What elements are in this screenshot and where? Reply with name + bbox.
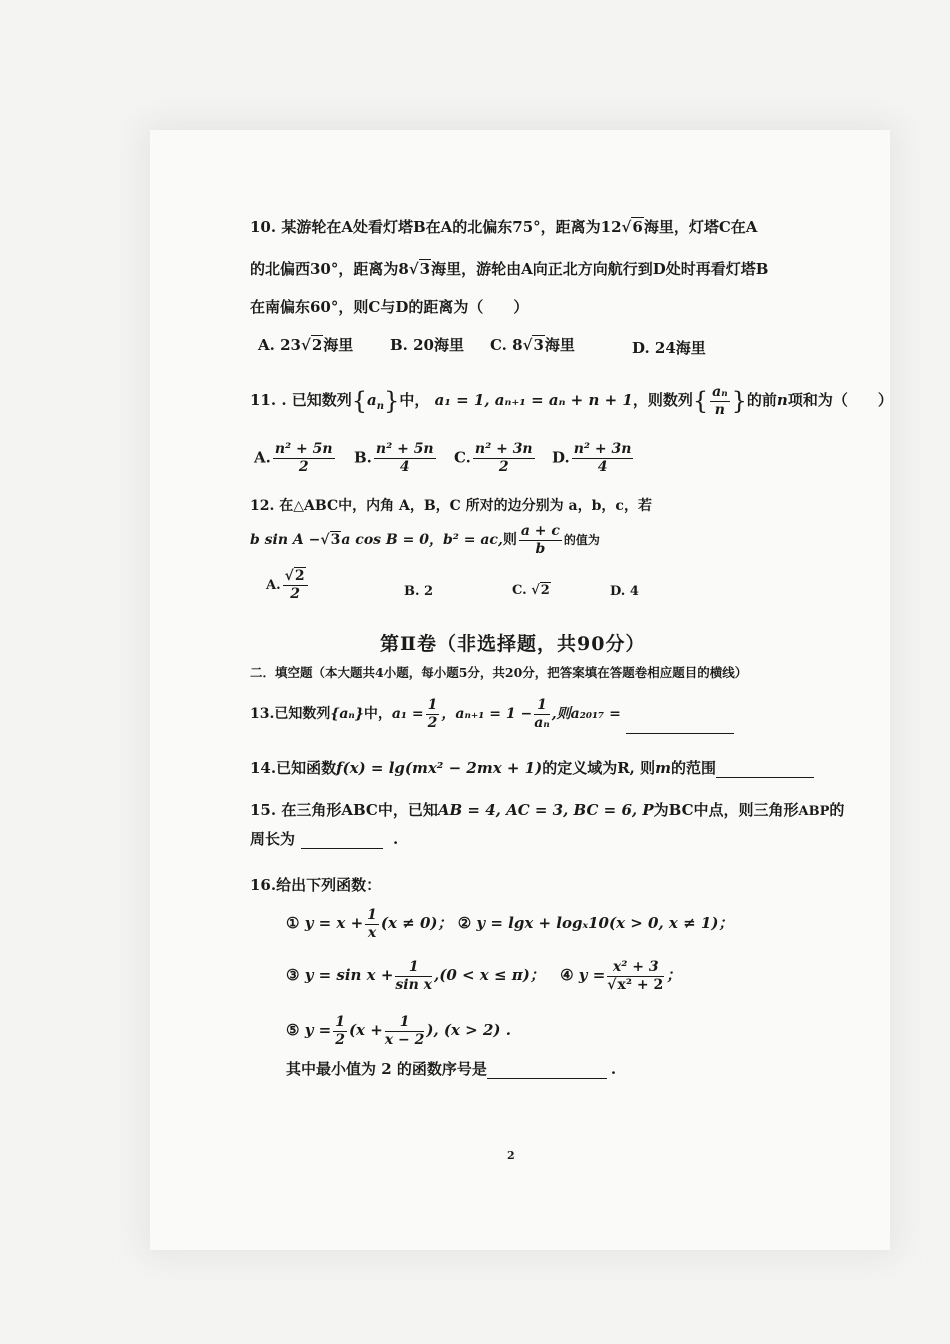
q11-option-a[interactable]	[254, 441, 337, 476]
q10-text: 的北偏西30°，距离为	[250, 260, 399, 278]
q10-line2	[250, 258, 768, 279]
n-symbol: n	[776, 391, 788, 409]
q13-cond: ，aₙ₊₁ = 1 −	[441, 706, 533, 722]
option-label: D.	[552, 448, 570, 467]
q11-stem	[250, 382, 893, 418]
q12-text: 的值为	[563, 533, 600, 547]
q16-f3-fraction	[395, 959, 432, 994]
q11-option-c[interactable]	[454, 441, 537, 476]
numerator: 1	[385, 1014, 425, 1032]
denominator: 4	[399, 459, 410, 475]
q10-optC-radical: 8√3	[512, 336, 544, 354]
numerator: n² + 5n	[375, 441, 434, 457]
q16-line2	[286, 953, 681, 997]
q11-text: 项和为（ ）	[787, 391, 893, 409]
option-label: A.	[258, 336, 275, 354]
q12-line1: 12. 在△ABC中，内角 A，B，C 所对的边分别为 a，b，c，若	[250, 498, 652, 514]
numerator: 1	[534, 697, 549, 715]
q13-cond: a₁ =	[391, 706, 424, 722]
q12-radical: √3	[320, 532, 341, 548]
q13-line	[250, 694, 734, 734]
option-label: C.	[490, 336, 507, 354]
q16-f2: y = lgx + logₓ10(x > 0, x ≠ 1)；	[476, 914, 734, 932]
q14-text: 的定义域为R, 则	[542, 759, 656, 777]
option-fraction	[572, 441, 634, 476]
q14-function: f(x) = lg(mx² − 2mx + 1)	[336, 759, 543, 777]
denominator: sin x	[395, 976, 433, 993]
unit: 海里	[323, 336, 354, 354]
q15-text: 的	[829, 801, 845, 819]
q15-answer-blank[interactable]	[301, 832, 383, 849]
denominator: 4	[597, 459, 608, 475]
q16-f5: y =	[304, 1021, 332, 1039]
numerator: 1	[335, 1013, 345, 1030]
option-label: C.	[512, 583, 527, 598]
coef: 8	[512, 336, 523, 354]
q10-option-d[interactable]: D. 24海里	[632, 339, 706, 357]
q12-cond: b sin A −	[250, 532, 321, 548]
numerator: 1	[367, 906, 377, 923]
q16-line1	[286, 903, 733, 943]
numerator: x² + 3	[607, 959, 664, 977]
part2-subtitle: 二．填空题（本大题共4小题，每小题5分，共20分，把答案填在答题卷相应题目的横线）	[250, 665, 748, 680]
q14-answer-blank[interactable]	[716, 761, 814, 778]
option-label: A.	[254, 448, 271, 467]
q14-text: 的范围	[671, 759, 717, 777]
q16-answer-blank[interactable]	[487, 1062, 607, 1079]
q13-answer-blank[interactable]	[626, 717, 734, 734]
q15-text: 15. 在三角形ABC中，已知	[250, 801, 438, 819]
q10-radical-1: 12√6	[600, 218, 643, 236]
q11-text: 的前	[746, 391, 777, 409]
denominator: 2	[298, 459, 309, 475]
denominator: x	[367, 924, 377, 941]
left-brace: {	[692, 387, 709, 415]
q16-f1-fraction	[365, 907, 379, 942]
q10-line3: 在南偏东60°，则C与D的距离为（ ）	[250, 298, 529, 316]
q16-text: 其中最小值为 2 的函数序号是	[286, 1060, 487, 1078]
right-brace: }	[731, 387, 747, 415]
denominator: 2	[498, 459, 509, 475]
denominator: aₙ	[534, 714, 550, 731]
option-fraction	[473, 441, 535, 476]
seq-symbol: a	[367, 391, 377, 409]
denominator: n	[714, 401, 725, 418]
q10-option-c[interactable]	[490, 334, 575, 355]
q11-text: 中，	[399, 391, 430, 409]
q10-radicand: 6	[632, 218, 643, 236]
option-label: C.	[454, 448, 471, 467]
q11-fraction	[710, 384, 729, 419]
q15-line1	[250, 799, 844, 820]
q16-f1: y = x +	[304, 914, 364, 932]
radicand: 2	[540, 583, 550, 598]
q12-text: 则	[502, 532, 517, 548]
q16-mark-3: ③	[286, 966, 300, 984]
q16-mark-5: ⑤	[286, 1021, 300, 1039]
coef: 23	[280, 336, 301, 354]
q14-line	[250, 757, 814, 778]
radicand: 3	[533, 336, 544, 354]
q16-answer-line	[286, 1058, 616, 1079]
denominator: b	[535, 540, 546, 557]
q10-optA-radical: 23√2	[280, 336, 323, 354]
q13-text: 中，	[363, 706, 392, 722]
option-label: B.	[354, 448, 372, 467]
q11-text: 11. . 已知数列	[250, 391, 352, 409]
option-fraction	[374, 441, 436, 476]
q16-text: .	[610, 1060, 617, 1078]
q16-mark-2: ②	[457, 914, 472, 932]
q16-f4-fraction	[607, 959, 664, 994]
q12-option-b[interactable]: B. 2	[404, 584, 434, 599]
numerator: 1	[427, 696, 438, 713]
q10-coef: 12	[600, 218, 622, 236]
q12-cond: a cos B = 0，b² = ac,	[341, 532, 503, 548]
q10-radicand: 3	[419, 260, 431, 278]
q16-title: 16.给出下列函数：	[250, 876, 382, 894]
q12-fraction	[519, 523, 562, 558]
q10-line1	[250, 216, 757, 237]
q10-radical-2: 8√3	[398, 260, 431, 278]
radical: √2	[531, 583, 550, 598]
numerator: a + c	[520, 522, 560, 539]
q10-text: 海里，灯塔C在A	[643, 218, 758, 236]
q11-option-b[interactable]	[354, 441, 438, 476]
m-symbol: m	[655, 759, 671, 777]
q10-option-a[interactable]	[258, 334, 353, 355]
q12-option-c[interactable]	[512, 583, 551, 598]
q11-condition: a₁ = 1, aₙ₊₁ = aₙ + n + 1	[434, 391, 633, 409]
q10-option-b[interactable]: B. 20海里	[390, 336, 464, 354]
numerator: n² + 3n	[573, 441, 632, 457]
numerator: n² + 3n	[474, 441, 533, 457]
numerator: 1	[395, 959, 432, 977]
radicand: 3	[330, 532, 341, 548]
radicand: 2	[294, 568, 305, 584]
denominator: 2	[290, 586, 300, 602]
q12-option-a[interactable]	[266, 568, 310, 603]
q16-f3: y = sin x +	[304, 966, 394, 984]
q10-text: 海里，游轮由A向正北方向航行到D处时再看灯塔B	[431, 260, 769, 278]
right-brace: }	[384, 387, 400, 415]
option-fraction	[273, 441, 335, 476]
page-number: 2	[507, 1149, 515, 1162]
q16-f1: (x ≠ 0)；	[380, 914, 453, 932]
radicand: x² + 2	[617, 976, 664, 993]
denominator	[607, 977, 664, 994]
q13-fraction-2	[534, 697, 549, 732]
q15-text: 为BC中点，则三角形	[653, 801, 799, 819]
q16-f3: ,(0 < x ≤ π)；	[434, 966, 545, 984]
numerator: n² + 5n	[274, 441, 333, 457]
q15-line2	[250, 828, 398, 849]
q16-f4: y =	[578, 966, 606, 984]
q13-fraction-1	[426, 697, 440, 732]
q13-cond: ,则a₂₀₁₇ =	[551, 706, 621, 722]
q13-seq: {aₙ}	[330, 706, 364, 722]
q16-mark-4: ④	[560, 966, 574, 984]
q14-text: 14.已知函数	[250, 759, 337, 777]
q16-f5-fraction-1	[333, 1014, 347, 1049]
q16-f5: ), (x > 2) .	[426, 1021, 511, 1039]
q10-text: 10. 某游轮在A处看灯塔B在A的北偏东75°，距离为	[250, 218, 601, 236]
option-fraction	[283, 568, 308, 603]
numerator: aₙ	[712, 383, 728, 400]
radical: √x² + 2	[607, 976, 664, 993]
q15-cond: AB = 4, AC = 3, BC = 6, P	[437, 801, 654, 819]
q15-abp: ABP	[798, 804, 830, 819]
q10-coef: 8	[398, 260, 409, 278]
q16-f5-fraction-2	[385, 1014, 425, 1049]
q16-f5: (x +	[348, 1021, 383, 1039]
q13-text: 13.已知数列	[250, 706, 331, 722]
radicand: 2	[311, 336, 323, 354]
numerator	[283, 568, 308, 586]
denominator: 2	[335, 1031, 345, 1048]
q11-option-d[interactable]	[552, 441, 635, 476]
denominator: 2	[427, 714, 438, 731]
left-brace: {	[351, 387, 368, 415]
part2-title: 第Ⅱ卷（非选择题，共90分）	[380, 633, 646, 655]
q16-f4: ；	[666, 966, 682, 984]
option-label: A.	[266, 578, 281, 593]
q11-text: ，则数列	[632, 391, 693, 409]
seq-subscript: n	[376, 401, 385, 412]
q16-line3	[286, 1010, 511, 1050]
q16-mark-1: ①	[286, 914, 300, 932]
unit: 海里	[544, 336, 575, 354]
q12-line2	[250, 521, 600, 559]
radical: √2	[284, 568, 305, 584]
q12-option-d[interactable]: D. 4	[610, 584, 639, 599]
q15-text: .	[393, 830, 399, 848]
denominator: x − 2	[384, 1031, 425, 1048]
q15-text: 周长为	[250, 830, 296, 848]
